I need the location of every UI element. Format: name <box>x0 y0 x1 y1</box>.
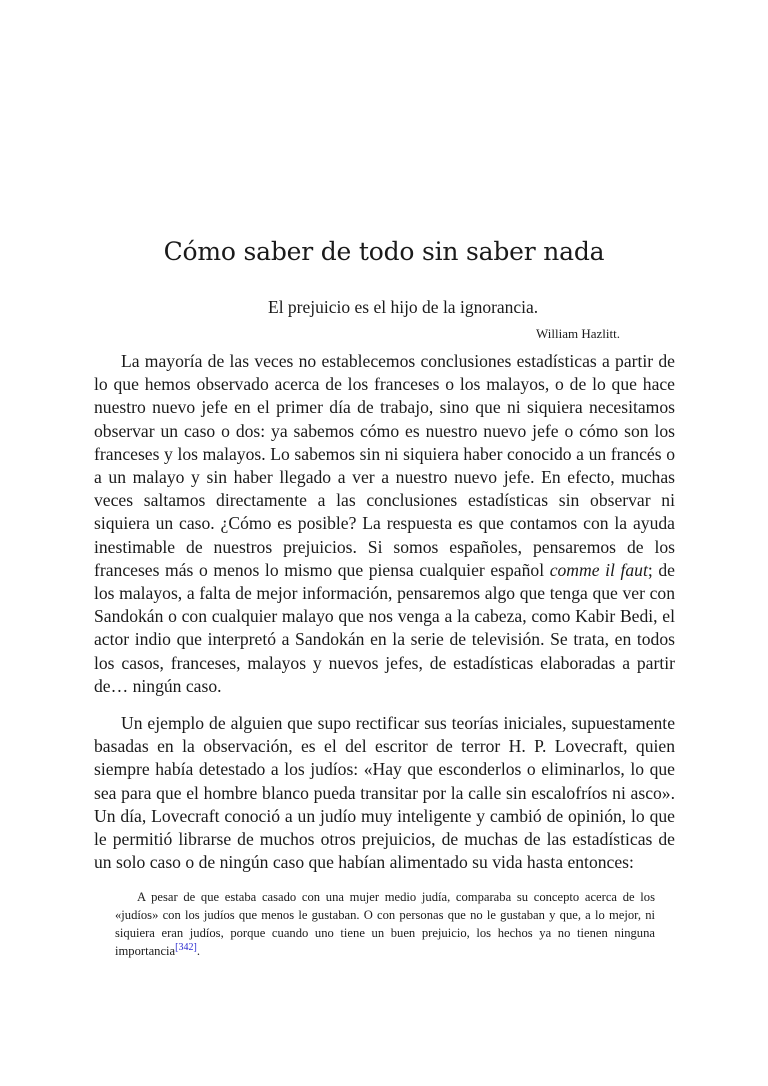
paragraph-1-text-b: ; de los malayos, a falta de mejor información, pensaremos algo que tenga que ver con Sandokán o con cualquier malayo que nos venga a la cabeza, como Kabir Bedi, el actor indio que interpretó a Sandokán en la serie de televisión. Se trata, en todos los casos, franceses, malayos y nuevos jefes, de estadísticas elaboradas a partir de… ningún caso. <box>94 559 675 696</box>
chapter-title: Cómo saber de todo sin saber nada <box>163 237 605 266</box>
block-quote-text: A pesar de que estaba casado con una mujer medio judía, comparaba su concepto acerca de los «judíos» con los judíos que menos le gustaban. O con personas que no le gustaban y que, a lo mejor, ni siquiera eran judíos, porque cuando uno tiene un buen prejuicio, los hechos ya no tienen ninguna importancia <box>115 890 655 959</box>
paragraph-2: Un ejemplo de alguien que supo rectificar sus teorías iniciales, supuestamente basadas en la observación, es el del escritor de terror H. P. Lovecraft, quien siempre había detestado a los judíos: «Hay que esconderlos o eliminarlos, lo que sea para que el hombre blanco pueda transitar por la calle sin escalofríos ni asco». Un día, Lovecraft conoció a un judío muy inteligente y cambió de opinión, lo que le permitió librarse de muchos otros prejuicios, de muchas de las estadísticas de un solo caso o de ningún caso que habían alimentado su vida hasta entonces: <box>94 713 675 873</box>
paragraph-1 <box>94 350 675 698</box>
block-quote-end: . <box>196 944 200 959</box>
footnote-link[interactable]: [342] <box>175 942 197 954</box>
paragraph-1-text-a: La mayoría de las veces no establecemos conclusiones estadísticas a partir de lo que hemos observado acerca de los franceses o los malayos, o de lo que hace nuestro nuevo jefe en el primer día de trabajo, sino que ni siquiera necesitamos observar un caso o dos: ya sabemos cómo es nuestro nuevo jefe o cómo son los franceses y los malayos. Lo sabemos sin ni siquiera haber conocido a un francés o a un malayo y sin haber llegado a ver a nuestro nuevo jefe. En efecto, muchas veces saltamos directamente a las conclusiones estadísticas sin observar ni siquiera un caso. ¿Cómo es posible? La respuesta es que contamos con la ayuda inestimable de nuestros prejuicios. Si somos españoles, pensaremos de los franceses más o menos lo mismo que piensa cualquier español <box>94 351 675 580</box>
block-quote <box>115 888 655 960</box>
chapter-body <box>94 350 675 960</box>
epigraph-quote: El prejuicio es el hijo de la ignorancia. <box>268 297 539 317</box>
paragraph-1-italic: comme il faut <box>549 559 648 580</box>
epigraph-author: William Hazlitt. <box>536 326 620 341</box>
